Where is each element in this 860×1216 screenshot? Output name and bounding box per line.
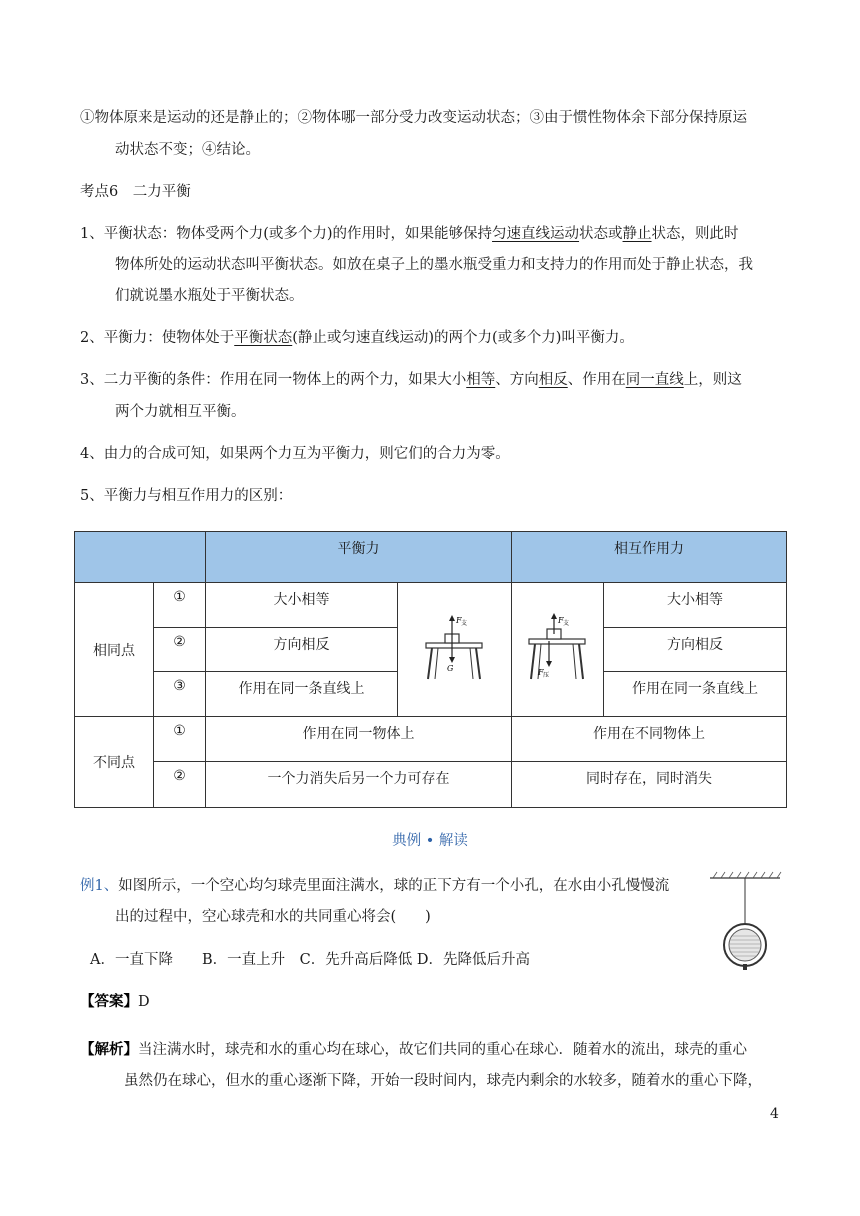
- hanging-sphere-figure: [705, 870, 785, 980]
- row-number: ①: [154, 717, 206, 762]
- example-1-options: A．一直下降 B．一直上升 C．先升高后降低 D．先降低后升高: [90, 952, 530, 968]
- balance-cell: 一个力消失后另一个力可存在: [206, 762, 512, 808]
- header-balance-force: 平衡力: [206, 532, 512, 583]
- example-1-label: 例1、: [80, 878, 119, 894]
- fig2-fp-sub: 压: [542, 671, 549, 679]
- same-points-label: 相同点: [75, 583, 154, 717]
- table-row: [75, 762, 787, 808]
- table-row: [75, 583, 787, 628]
- interaction-figure-cell: [512, 583, 604, 717]
- page-number: 4: [770, 1106, 779, 1122]
- interaction-cell: 同时存在，同时消失: [512, 762, 787, 808]
- balance-cell: 方向相反: [206, 628, 398, 672]
- analysis-line-2: 虽然仍在球心，但水的重心逐渐下降，开始一段时间内，球壳内剩余的水较多，随着水的重心下降，: [124, 1073, 762, 1089]
- balance-cell: 作用在同一条直线上: [206, 672, 398, 717]
- intro-line-1: ①物体原来是运动的还是静止的；②物体哪一部分受力改变运动状态；③由于惯性物体余下部分保持原运: [80, 110, 747, 126]
- item-1-underline-1: 匀速直线运动: [492, 226, 580, 242]
- fig1-f-sub: 支: [460, 619, 467, 627]
- balance-cell: 大小相等: [206, 583, 398, 628]
- row-number: ③: [154, 672, 206, 717]
- fig2-f-sub: 支: [562, 619, 569, 627]
- example-section-title: 典例 • 解读: [392, 833, 468, 849]
- item-1-line-3: 们就说墨水瓶处于平衡状态。: [115, 288, 304, 304]
- header-interaction-force: 相互作用力: [512, 532, 787, 583]
- section-heading: 考点6 二力平衡: [80, 184, 191, 200]
- row-number: ①: [154, 583, 206, 628]
- item-1-text-b: 状态或: [579, 226, 623, 242]
- interaction-cell: 作用在不同物体上: [512, 717, 787, 762]
- row-number: ②: [154, 762, 206, 808]
- answer-label: 【答案】: [80, 993, 138, 1010]
- table-row: [75, 717, 787, 762]
- header-empty-cell: [75, 532, 206, 583]
- intro-line-2: 动状态不变；④结论。: [115, 142, 260, 158]
- item-3-text-c: 、作用在: [567, 372, 626, 388]
- item-1-underline-2: 静止: [622, 226, 652, 242]
- item-3-underline-1: 相等: [466, 372, 496, 388]
- item-3-underline-3: 同一直线: [625, 372, 684, 388]
- analysis-text: 当注满水时，球壳和水的重心均在球心，故它们共同的重心在球心．随着水的流出，球壳的重心: [138, 1042, 747, 1058]
- table-with-forces-figure: [523, 613, 593, 683]
- example-1-line-2: 出的过程中，空心球壳和水的共同重心将会( ): [115, 909, 431, 925]
- interaction-cell: 大小相等: [604, 583, 787, 628]
- item-2: [80, 328, 634, 348]
- item-2-underline: 平衡状态: [234, 330, 293, 346]
- analysis-label: 【解析】: [80, 1041, 138, 1058]
- table-with-forces-figure: [420, 613, 490, 683]
- example-1-text: 如图所示，一个空心均匀球壳里面注满水，球的正下方有一个小孔，在水由小孔慢慢流: [118, 878, 670, 894]
- item-3-line-2: 两个力就相互平衡。: [115, 404, 246, 420]
- item-3-line-1: [80, 370, 742, 390]
- row-number: ②: [154, 628, 206, 672]
- interaction-cell: 方向相反: [604, 628, 787, 672]
- diff-points-label: 不同点: [75, 717, 154, 808]
- analysis-line-1: [80, 1040, 747, 1060]
- comparison-table: [74, 531, 787, 808]
- item-3-text-d: 上，则这: [683, 372, 742, 388]
- item-5: 5、平衡力与相互作用力的区别：: [80, 488, 293, 504]
- example-1-line-1: [80, 876, 669, 896]
- fig1-f-label: F: [455, 615, 462, 625]
- interaction-cell: 作用在同一条直线上: [604, 672, 787, 717]
- item-1-line-1: [80, 224, 739, 244]
- balance-figure-cell: [398, 583, 512, 717]
- balance-cell: 作用在同一物体上: [206, 717, 512, 762]
- item-1-text-c: 状态，则此时: [651, 226, 739, 242]
- fig2-f-label: F: [557, 615, 564, 625]
- fig2-fp-label: F: [537, 667, 544, 677]
- item-4: 4、由力的合成可知，如果两个力互为平衡力，则它们的合力为零。: [80, 446, 510, 462]
- item-3-underline-2: 相反: [538, 372, 568, 388]
- fig1-g-label: G: [446, 663, 453, 673]
- answer-line: [80, 992, 150, 1012]
- item-3-text-b: 、方向: [495, 372, 539, 388]
- answer-value: D: [138, 994, 150, 1010]
- table-header-row: [75, 532, 787, 583]
- item-3-text-a: 3、二力平衡的条件：作用在同一物体上的两个力，如果大小: [80, 372, 467, 388]
- item-1-line-2: 物体所处的运动状态叫平衡状态。如放在桌子上的墨水瓶受重力和支持力的作用而处于静止状态，我: [115, 257, 753, 273]
- item-2-text-b: (静止或匀速直线运动)的两个力(或多个力)叫平衡力。: [292, 330, 634, 346]
- item-2-text-a: 2、平衡力：使物体处于: [80, 330, 235, 346]
- item-1-text-a: 1、平衡状态：物体受两个力(或多个力)的作用时，如果能够保持: [80, 226, 493, 242]
